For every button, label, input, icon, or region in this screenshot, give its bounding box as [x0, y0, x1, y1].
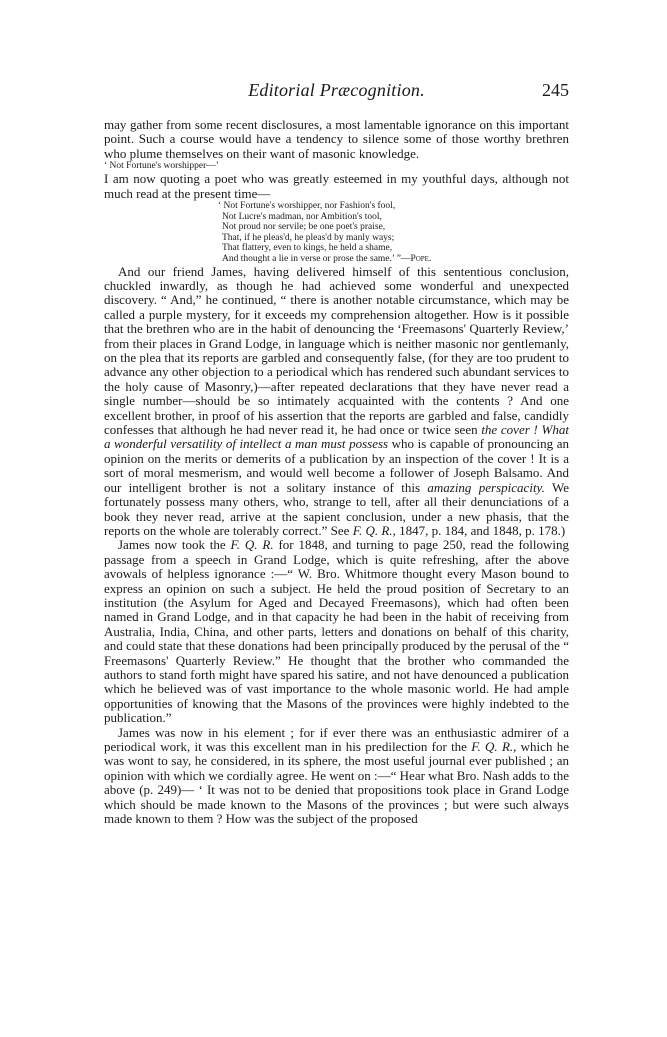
italic-run: F. Q. R.,: [352, 522, 396, 538]
page-header: [104, 80, 569, 108]
quote-line: ‘ Not Fortune's worshipper—’: [104, 161, 219, 172]
text-run: James now took the: [118, 537, 231, 553]
paragraph-james-element: [104, 726, 569, 827]
text-run: 1847, p. 184, and 1848, p. 178.): [395, 522, 566, 538]
paragraph-poet-intro: I am now quoting a poet who was greatly esteemed in my youthful days, although not much read at the present time—: [104, 171, 569, 201]
running-title: Editorial Præcognition.: [248, 80, 425, 100]
text-run: for 1848, and turning to page 250, read the following passage from a speech in Grand Lodge, which is quite refreshing, after the above avowals of helpless ignorance :—“ W. Bro. Whitmore thought every Mason bound to express an opinion on such a subject. He held the proud position of Secretary to an institution (the Asylum for Aged and Decayed Freemasons), which had often been named in Grand Lodge, and in that capacity he had been in the habit of receiving from Australia, India, China, and other parts, letters and donations on behalf of this charity, and could state that these donations had been principally produced by the perusal of the “ Freemasons' Quarterly Review.” He thought that the brother who commanded the authors to stand forth might have spared his satire, and not have denounced a publication which he believed was of vast importance to the whole masonic world. He had ample opportunities of knowing that the Masons of the provinces were highly indebted to the publication.”: [104, 537, 569, 726]
verse-last-text: And thought a lie in verse or prose the same.’ ”—: [222, 254, 411, 264]
text-run: which he was wont to say, he considered, in its sphere, the most useful journal ever published ; an opinion with which we cordially agree. He went on :—“ Hear what Bro. Nash adds to the above (p. 249)— ‘ It was not to be denied that propositions took place in Grand Lodge which should be made known to the Masons of the provinces ; but were such always made known to them ? How was the subject of the proposed: [104, 739, 569, 827]
text-run: who is capable of pronouncing an opinion on the merits or demerits of a publication by an inspection of the cover ! It is a sort of moral mesmerism, and would well become a follower of Joseph Balsamo. And our intelligent brother is not a solitary instance of this: [104, 436, 569, 495]
verse-block: [218, 201, 569, 265]
page-body: [104, 118, 569, 826]
paragraph-james-conclusion: [104, 265, 569, 539]
italic-run: F. Q. R.: [230, 537, 274, 553]
verse-line: Not proud nor servile; be one poet's praise,: [222, 222, 386, 233]
italic-run: the cover ! What a wonderful versatility of intellect a man must possess: [104, 422, 569, 452]
verse-line: That, if he pleas'd, he pleas'd by manly ways;: [222, 232, 395, 243]
paragraph-whitmore-speech: [104, 538, 569, 725]
text-run: James was now in his element ; for if ever there was an enthusiastic admirer of a periodical work, it was this excellent man in his predilection for the: [104, 724, 569, 754]
text-run: We fortunately possess many others, who, strange to tell, after all their denunciations of a book they never read, arrive at the sapient conclusion, under a new phasis, that the reports on the whole are tolerably correct.” See: [104, 479, 569, 538]
text-run: And our friend James, having delivered himself of this sententious conclusion, chuckled inwardly, as though he had achieved some wonderful and unexpected discovery. “ And,” he continued, “ there is another notable circumstance, which may be called a purple mystery, for it exceeds my comprehension altogether. How is it possible that the brethren who are in the habit of denouncing the ‘Freemasons' Quarterly Review,’ from their places in Grand Lodge, in language which is neither masonic nor gentlemanly, on the plea that its reports are garbled and consequently false, (for they are too prudent to advance any other objection to a periodical which has rendered such abundant services to the holy cause of Masonry,)—after repeated declarations that they have never read a single number—should be so intimately acquainted with the contents ? And one excellent brother, in proof of his assertion that the reports are garbled and false, candidly confesses that although he had never read it, he had once or twice seen: [104, 263, 569, 438]
italic-run: F. Q. R.,: [471, 739, 517, 754]
verse-line: Not Lucre's madman, nor Ambition's tool,: [222, 211, 382, 222]
verse-author: Pope.: [410, 254, 432, 264]
paragraph-continuation: may gather from some recent disclosures, a most lamentable ignorance on this important point. Such a course would have a tendency to silence some of those worthy brethren who plume themselves on their want of masonic knowledge.: [104, 117, 569, 161]
verse-line: ‘ Not Fortune's worshipper, nor Fashion's fool,: [218, 201, 396, 212]
page-number: 245: [542, 80, 569, 100]
italic-run: amazing perspicacity.: [427, 479, 545, 495]
verse-line: That flattery, even to kings, he held a shame,: [222, 243, 393, 254]
